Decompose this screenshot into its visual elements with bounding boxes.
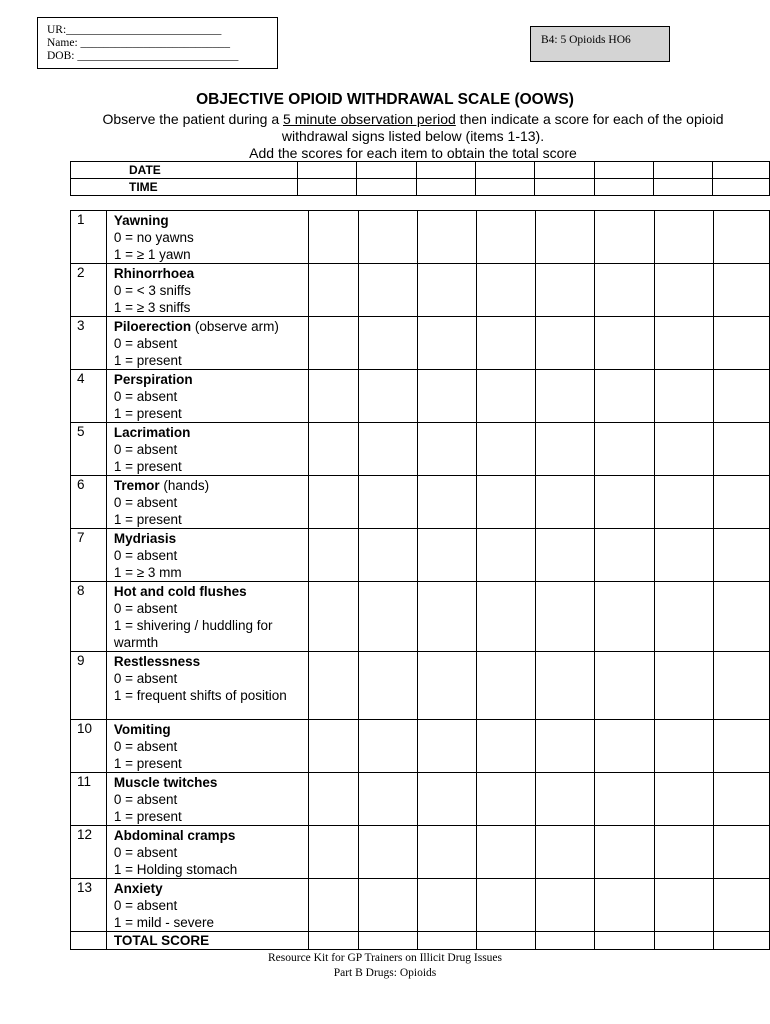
score-cell[interactable] <box>358 423 417 476</box>
score-cell[interactable] <box>309 476 359 529</box>
score-cell[interactable] <box>536 211 595 264</box>
score-cell[interactable] <box>536 476 595 529</box>
score-cell[interactable] <box>713 773 769 826</box>
score-cell[interactable] <box>713 652 769 720</box>
score-cell[interactable] <box>654 879 713 932</box>
score-cell[interactable] <box>358 773 417 826</box>
score-cell[interactable] <box>595 423 654 476</box>
total-score-cell[interactable] <box>358 932 417 950</box>
score-cell[interactable] <box>595 529 654 582</box>
sign-name: Lacrimation <box>113 425 191 440</box>
total-score-cell[interactable] <box>309 932 359 950</box>
item-sign <box>106 582 308 652</box>
item-number: 6 <box>71 476 107 529</box>
score-criterion: 0 = absent <box>113 442 178 457</box>
date-cell[interactable] <box>594 162 653 179</box>
score-criterion: 1 = ≥ 3 sniffs <box>113 300 191 315</box>
score-cell[interactable] <box>654 652 713 720</box>
score-cell[interactable] <box>713 879 769 932</box>
date-cell[interactable] <box>535 162 594 179</box>
item-number: 7 <box>71 529 107 582</box>
score-cell[interactable] <box>654 211 713 264</box>
time-cell[interactable] <box>357 179 416 196</box>
score-cell[interactable] <box>309 529 359 582</box>
score-cell[interactable] <box>477 211 536 264</box>
total-score-cell[interactable] <box>418 932 477 950</box>
total-score-cell[interactable] <box>595 932 654 950</box>
sign-name: Rhinorrhoea <box>113 266 195 281</box>
total-score-cell[interactable] <box>536 932 595 950</box>
score-cell[interactable] <box>654 317 713 370</box>
score-cell[interactable] <box>418 370 477 423</box>
item-row <box>71 773 770 826</box>
instructions-underlined: 5 minute observation period <box>283 111 456 127</box>
score-cell[interactable] <box>713 211 769 264</box>
score-criterion: 1 = present <box>113 512 182 527</box>
time-cell[interactable] <box>298 179 357 196</box>
score-cell[interactable] <box>358 211 417 264</box>
score-cell[interactable] <box>309 423 359 476</box>
score-cell[interactable] <box>358 652 417 720</box>
item-row <box>71 317 770 370</box>
score-cell[interactable] <box>418 476 477 529</box>
score-cell[interactable] <box>477 652 536 720</box>
score-criterion: 0 = absent <box>113 336 178 351</box>
score-criterion: 0 = absent <box>113 601 178 616</box>
score-criterion: 1 = present <box>113 406 182 421</box>
item-sign <box>106 529 308 582</box>
score-cell[interactable] <box>477 826 536 879</box>
score-cell[interactable] <box>477 879 536 932</box>
score-cell[interactable] <box>536 423 595 476</box>
score-criterion: 1 = present <box>113 809 182 824</box>
score-cell[interactable] <box>536 370 595 423</box>
score-cell[interactable] <box>536 879 595 932</box>
score-cell[interactable] <box>654 529 713 582</box>
instructions <box>80 111 746 162</box>
item-row <box>71 423 770 476</box>
time-cell[interactable] <box>476 179 535 196</box>
page-footer <box>0 951 770 981</box>
score-cell[interactable] <box>309 317 359 370</box>
sign-note: (observe arm) <box>191 319 279 334</box>
score-cell[interactable] <box>595 826 654 879</box>
score-criterion: 0 = absent <box>113 792 178 807</box>
score-cell[interactable] <box>654 773 713 826</box>
score-criterion: 0 = absent <box>113 548 178 563</box>
score-criterion: 0 = < 3 sniffs <box>113 283 191 298</box>
footer-line2: Part B Drugs: Opioids <box>333 967 437 979</box>
date-row <box>71 162 770 179</box>
total-row <box>71 932 770 950</box>
date-cell[interactable] <box>654 162 713 179</box>
score-criterion: 0 = absent <box>113 495 178 510</box>
score-cell[interactable] <box>418 720 477 773</box>
score-criterion: 1 = frequent shifts of position <box>113 688 287 703</box>
item-number: 4 <box>71 370 107 423</box>
score-criterion: 0 = absent <box>113 739 178 754</box>
document-reference-badge: B4: 5 Opioids HO6 <box>530 26 670 62</box>
score-cell[interactable] <box>536 317 595 370</box>
date-time-table <box>70 161 770 196</box>
item-row <box>71 720 770 773</box>
item-sign <box>106 370 308 423</box>
item-number: 9 <box>71 652 107 720</box>
instructions-part1: Observe the patient during a <box>102 111 284 127</box>
ur-field[interactable]: UR:___________________________ <box>47 24 222 36</box>
date-cell[interactable] <box>476 162 535 179</box>
score-cell[interactable] <box>309 264 359 317</box>
score-criterion: 0 = absent <box>113 389 178 404</box>
score-cell[interactable] <box>358 582 417 652</box>
score-cell[interactable] <box>713 476 769 529</box>
score-cell[interactable] <box>477 370 536 423</box>
item-row <box>71 879 770 932</box>
score-cell[interactable] <box>654 826 713 879</box>
score-cell[interactable] <box>595 773 654 826</box>
score-criterion: 0 = absent <box>113 845 178 860</box>
score-cell[interactable] <box>536 529 595 582</box>
score-cell[interactable] <box>477 582 536 652</box>
score-criterion: 1 = Holding stomach <box>113 862 238 877</box>
item-sign <box>106 423 308 476</box>
name-field[interactable]: Name: __________________________ <box>47 37 231 49</box>
score-criterion: 0 = absent <box>113 898 178 913</box>
item-row <box>71 370 770 423</box>
score-cell[interactable] <box>536 773 595 826</box>
score-cell[interactable] <box>536 582 595 652</box>
score-cell[interactable] <box>418 582 477 652</box>
total-score-cell[interactable] <box>654 932 713 950</box>
score-cell[interactable] <box>358 720 417 773</box>
score-cell[interactable] <box>418 264 477 317</box>
score-cell[interactable] <box>358 476 417 529</box>
footer-line1: Resource Kit for GP Trainers on Illicit Drug Issues <box>267 952 503 964</box>
score-cell[interactable] <box>713 317 769 370</box>
score-cell[interactable] <box>358 370 417 423</box>
time-label: TIME <box>71 179 298 196</box>
withdrawal-signs-table <box>70 210 770 950</box>
time-row <box>71 179 770 196</box>
score-cell[interactable] <box>477 317 536 370</box>
time-cell[interactable] <box>535 179 594 196</box>
item-number: 5 <box>71 423 107 476</box>
score-cell[interactable] <box>713 826 769 879</box>
score-cell[interactable] <box>418 652 477 720</box>
score-cell[interactable] <box>595 652 654 720</box>
time-cell[interactable] <box>713 179 770 196</box>
sign-note: (hands) <box>159 478 210 493</box>
score-cell[interactable] <box>309 652 359 720</box>
item-number: 10 <box>71 720 107 773</box>
score-cell[interactable] <box>418 879 477 932</box>
total-number-cell <box>71 932 107 950</box>
total-score-cell[interactable] <box>477 932 536 950</box>
sign-name: Abdominal cramps <box>113 828 236 843</box>
sign-name: Tremor <box>113 478 160 493</box>
score-cell[interactable] <box>595 211 654 264</box>
score-cell[interactable] <box>713 264 769 317</box>
score-cell[interactable] <box>477 720 536 773</box>
score-cell[interactable] <box>418 773 477 826</box>
score-cell[interactable] <box>477 773 536 826</box>
score-cell[interactable] <box>477 529 536 582</box>
score-cell[interactable] <box>654 582 713 652</box>
item-sign <box>106 720 308 773</box>
score-cell[interactable] <box>418 317 477 370</box>
score-cell[interactable] <box>713 529 769 582</box>
sign-name: Anxiety <box>113 881 163 896</box>
item-sign <box>106 652 308 720</box>
instructions-line3: Add the scores for each item to obtain the total score <box>249 145 577 161</box>
item-sign <box>106 476 308 529</box>
score-cell[interactable] <box>654 264 713 317</box>
score-cell[interactable] <box>358 529 417 582</box>
item-number: 2 <box>71 264 107 317</box>
date-cell[interactable] <box>416 162 475 179</box>
score-cell[interactable] <box>595 720 654 773</box>
score-cell[interactable] <box>418 423 477 476</box>
item-number: 3 <box>71 317 107 370</box>
item-sign <box>106 264 308 317</box>
date-label: DATE <box>71 162 298 179</box>
score-cell[interactable] <box>595 370 654 423</box>
score-cell[interactable] <box>536 826 595 879</box>
total-score-cell[interactable] <box>713 932 769 950</box>
score-cell[interactable] <box>536 652 595 720</box>
date-cell[interactable] <box>713 162 770 179</box>
item-row <box>71 211 770 264</box>
score-criterion: 1 = ≥ 3 mm <box>113 565 182 580</box>
score-cell[interactable] <box>654 720 713 773</box>
score-cell[interactable] <box>595 879 654 932</box>
score-cell[interactable] <box>358 826 417 879</box>
score-cell[interactable] <box>536 264 595 317</box>
sign-name: Mydriasis <box>113 531 177 546</box>
sign-name: Hot and cold flushes <box>113 584 247 599</box>
score-criterion: 1 = present <box>113 459 182 474</box>
score-cell[interactable] <box>358 879 417 932</box>
item-row <box>71 529 770 582</box>
item-row <box>71 652 770 720</box>
score-criterion: 1 = present <box>113 353 182 368</box>
score-cell[interactable] <box>418 529 477 582</box>
sign-name: Perspiration <box>113 372 193 387</box>
score-cell[interactable] <box>309 211 359 264</box>
score-criterion: 1 = shivering / huddling for warmth <box>113 618 273 650</box>
item-row <box>71 582 770 652</box>
score-cell[interactable] <box>358 317 417 370</box>
score-criterion: 0 = no yawns <box>113 230 194 245</box>
page-title: OBJECTIVE OPIOID WITHDRAWAL SCALE (OOWS) <box>196 91 574 108</box>
sign-name: Vomiting <box>113 722 171 737</box>
item-row <box>71 264 770 317</box>
score-cell[interactable] <box>418 826 477 879</box>
dob-field[interactable]: DOB: ____________________________ <box>47 50 239 62</box>
score-cell[interactable] <box>595 317 654 370</box>
score-cell[interactable] <box>309 370 359 423</box>
item-sign <box>106 211 308 264</box>
score-cell[interactable] <box>477 264 536 317</box>
date-cell[interactable] <box>298 162 357 179</box>
sign-name: Muscle twitches <box>113 775 218 790</box>
sign-name: Restlessness <box>113 654 201 669</box>
score-cell[interactable] <box>595 476 654 529</box>
score-cell[interactable] <box>309 720 359 773</box>
score-cell[interactable] <box>309 582 359 652</box>
sign-name: Piloerection <box>113 319 192 334</box>
time-cell[interactable] <box>654 179 713 196</box>
item-number: 11 <box>71 773 107 826</box>
time-cell[interactable] <box>594 179 653 196</box>
score-cell[interactable] <box>713 582 769 652</box>
score-cell[interactable] <box>477 476 536 529</box>
item-number: 8 <box>71 582 107 652</box>
date-cell[interactable] <box>357 162 416 179</box>
score-cell[interactable] <box>477 423 536 476</box>
score-cell[interactable] <box>713 720 769 773</box>
item-number: 12 <box>71 826 107 879</box>
score-criterion: 1 = mild - severe <box>113 915 214 930</box>
score-cell[interactable] <box>654 476 713 529</box>
item-sign <box>106 773 308 826</box>
score-cell[interactable] <box>309 773 359 826</box>
item-sign <box>106 826 308 879</box>
item-sign <box>106 317 308 370</box>
sign-name: Yawning <box>113 213 169 228</box>
score-cell[interactable] <box>358 264 417 317</box>
time-cell[interactable] <box>416 179 475 196</box>
score-cell[interactable] <box>595 582 654 652</box>
score-cell[interactable] <box>713 423 769 476</box>
score-cell[interactable] <box>713 370 769 423</box>
score-cell[interactable] <box>309 826 359 879</box>
item-number: 1 <box>71 211 107 264</box>
score-criterion: 1 = present <box>113 756 182 771</box>
score-cell[interactable] <box>536 720 595 773</box>
item-sign <box>106 879 308 932</box>
score-cell[interactable] <box>418 211 477 264</box>
score-criterion: 0 = absent <box>113 671 178 686</box>
patient-details-box <box>37 17 278 69</box>
score-cell[interactable] <box>595 264 654 317</box>
item-row <box>71 826 770 879</box>
score-cell[interactable] <box>654 423 713 476</box>
score-criterion: 1 = ≥ 1 yawn <box>113 247 191 262</box>
total-score-label: TOTAL SCORE <box>106 932 308 950</box>
instructions-part2: then indicate a score for each of the opioid withdrawal signs listed below (items 1-13). <box>281 111 724 144</box>
score-cell[interactable] <box>309 879 359 932</box>
score-cell[interactable] <box>654 370 713 423</box>
item-number: 13 <box>71 879 107 932</box>
item-row <box>71 476 770 529</box>
